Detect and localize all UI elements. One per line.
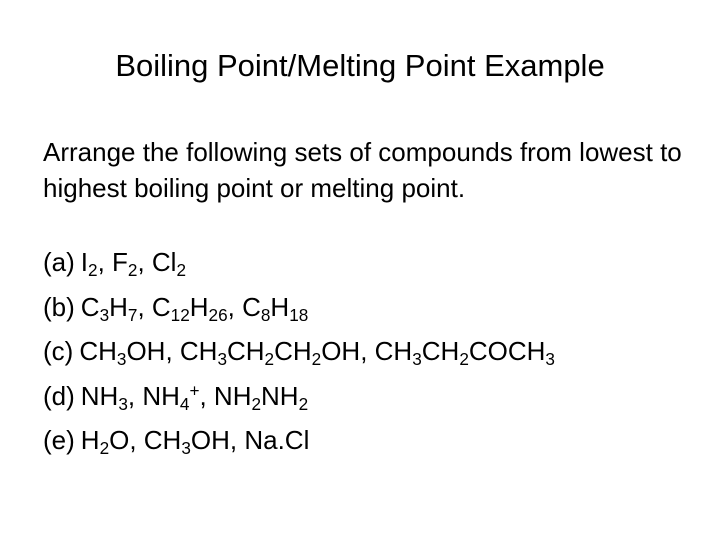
compound-list <box>43 240 703 463</box>
item-label: (e) <box>43 425 75 455</box>
slide-title: Boiling Point/Melting Point Example <box>115 48 605 83</box>
subscript: 2 <box>251 393 262 414</box>
compound-formula <box>80 425 310 458</box>
subscript: 3 <box>99 304 110 325</box>
subscript: 18 <box>289 304 309 325</box>
formula-text: NH <box>80 380 119 411</box>
formula-text: COCH <box>468 336 546 366</box>
compound-formula <box>79 336 555 369</box>
list-item <box>43 329 703 374</box>
compound-formula <box>80 379 309 414</box>
subscript: 3 <box>116 348 127 369</box>
subscript: 2 <box>311 348 322 369</box>
formula-text: NH <box>261 380 299 411</box>
formula-text: , NH <box>199 380 252 411</box>
list-item <box>43 374 703 419</box>
item-label: (a) <box>43 247 75 277</box>
subscript: 2 <box>88 259 98 280</box>
item-label: (b) <box>43 291 75 322</box>
subscript: 3 <box>412 348 422 369</box>
formula-text: H <box>80 425 100 455</box>
formula-text: I <box>80 247 89 277</box>
list-item <box>43 240 703 285</box>
subscript: 26 <box>208 304 228 325</box>
formula-text: OH, CH <box>321 336 413 366</box>
formula-text: OH, Na.Cl <box>190 425 310 455</box>
subscript: 2 <box>176 259 186 280</box>
formula-text: C <box>80 291 100 322</box>
subscript: 3 <box>545 348 555 369</box>
subscript: 2 <box>264 348 275 369</box>
subscript: 3 <box>217 348 227 369</box>
subscript: 8 <box>260 304 271 325</box>
formula-text: CH <box>226 336 265 366</box>
list-item <box>43 418 703 463</box>
formula-text: H <box>270 291 290 322</box>
formula-text: , C <box>227 291 261 322</box>
formula-text: , Cl <box>137 247 177 277</box>
subscript: 7 <box>127 304 138 325</box>
formula-text: , F <box>97 247 128 277</box>
formula-text: CH <box>421 336 460 366</box>
subscript: 2 <box>127 259 138 280</box>
formula-text: H <box>109 291 128 322</box>
subscript: 2 <box>298 393 309 414</box>
formula-text: OH, CH <box>126 336 218 366</box>
subscript: 4 <box>179 393 190 414</box>
formula-text: O, CH <box>109 425 182 455</box>
subscript: 2 <box>99 437 110 458</box>
compound-formula <box>80 291 309 325</box>
formula-text: H <box>189 291 209 322</box>
item-label: (c) <box>43 336 74 366</box>
formula-text: , C <box>137 291 171 322</box>
formula-text: CH <box>274 336 312 366</box>
subscript: 12 <box>170 304 190 325</box>
subscript: 2 <box>459 348 469 369</box>
subscript: 3 <box>118 393 128 414</box>
instruction-text: Arrange the following sets of compounds from lowest to highest boiling point or melting point. <box>43 137 682 203</box>
compound-formula <box>80 247 186 280</box>
superscript: + <box>189 379 200 400</box>
formula-text: , NH <box>127 380 180 411</box>
subscript: 3 <box>181 437 191 458</box>
item-label: (d) <box>43 380 75 411</box>
formula-text: CH <box>79 336 117 366</box>
list-item <box>43 285 703 330</box>
